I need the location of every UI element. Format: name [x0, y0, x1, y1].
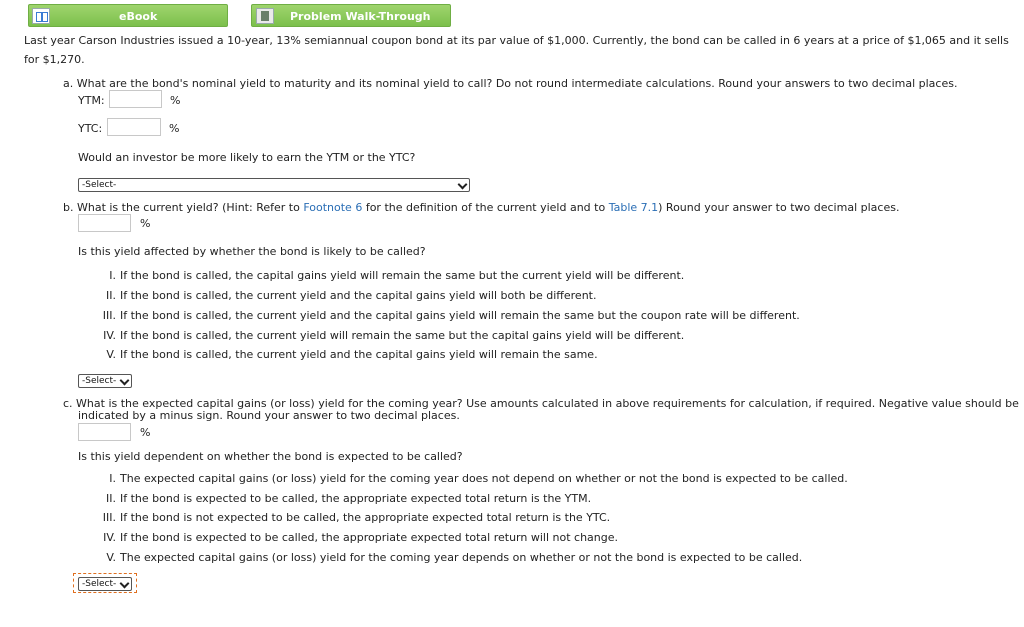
option-number: I. — [109, 472, 116, 485]
option-number: V. — [106, 551, 116, 564]
problem-walkthrough-tab[interactable] — [251, 4, 451, 27]
part-c-question-line1: c. What is the expected capital gains (or loss) yield for the coming year? Use amounts calculated in above requirements for calculation, if required. Negative value should be — [63, 397, 1019, 410]
option-text: If the bond is called, the current yield and the capital gains yield will remain the same but the coupon rate will be different. — [120, 309, 800, 322]
part-b-question — [63, 201, 899, 214]
part_c-option-4 — [80, 531, 618, 544]
option-number: III. — [102, 309, 116, 322]
problem-text-line2: for $1,270. — [24, 53, 85, 66]
problem-text-line1: Last year Carson Industries issued a 10-year, 13% semiannual coupon bond at its par value of $1,000. Currently, the bond can be called in 6 years at a price of $1,065 and it sells — [24, 34, 1009, 47]
current-yield-percent: % — [140, 217, 151, 230]
option-text: If the bond is called, the current yield and the capital gains yield will remain the same. — [120, 348, 598, 361]
part-c-q2: Is this yield dependent on whether the bond is expected to be called? — [78, 450, 463, 463]
chevron-down-icon — [120, 376, 130, 386]
part_b-option-5 — [80, 348, 598, 361]
chevron-down-icon — [458, 180, 468, 190]
part-a-select[interactable] — [78, 178, 470, 192]
ebook-tab[interactable] — [28, 4, 228, 27]
option-number: II. — [106, 289, 116, 302]
part_c-option-1 — [80, 472, 848, 485]
part-b-select[interactable] — [78, 374, 132, 388]
ytm-percent: % — [170, 94, 181, 107]
part_b-option-1 — [80, 269, 684, 282]
option-number: V. — [106, 348, 116, 361]
option-text: The expected capital gains (or loss) yield for the coming year depends on whether or not the bond is expected to be called. — [120, 551, 803, 564]
part_b-option-2 — [80, 289, 597, 302]
option-number: IV. — [103, 329, 116, 342]
part-a-question: a. What are the bond's nominal yield to maturity and its nominal yield to call? Do not round intermediate calculations. Round your answers to two decimal places. — [63, 77, 958, 90]
ytm-input[interactable] — [109, 90, 162, 108]
part_c-option-3 — [80, 511, 610, 524]
footnote-6-link[interactable]: Footnote 6 — [303, 201, 363, 214]
option-text: If the bond is called, the current yield and the capital gains yield will both be different. — [120, 289, 597, 302]
option-text: If the bond is expected to be called, the appropriate expected total return will not change. — [120, 531, 618, 544]
part-b-select-value: -Select- — [82, 376, 117, 386]
capital-gains-input[interactable] — [78, 423, 131, 441]
ytc-percent: % — [169, 122, 180, 135]
part-b-q-mid: for the definition of the current yield and to — [362, 201, 609, 214]
book-icon — [32, 8, 50, 24]
ytc-label: YTC: — [78, 122, 103, 135]
option-number: IV. — [103, 531, 116, 544]
part_b-option-3 — [80, 309, 800, 322]
ebook-label: eBook — [119, 10, 158, 23]
part_c-option-2 — [80, 492, 591, 505]
ytm-label: YTM: — [78, 94, 105, 107]
option-text: If the bond is called, the capital gains yield will remain the same but the current yield will be different. — [120, 269, 685, 282]
film-icon — [256, 8, 274, 24]
table-7-1-link[interactable]: Table 7.1 — [608, 201, 659, 214]
part-c-select-value: -Select- — [82, 579, 117, 589]
walkthrough-label: Problem Walk-Through — [290, 10, 431, 23]
part-a-q2: Would an investor be more likely to earn the YTM or the YTC? — [78, 151, 416, 164]
part-b-q-prefix: b. What is the current yield? (Hint: Refer to — [63, 201, 304, 214]
option-text: If the bond is called, the current yield will remain the same but the capital gains yield will be different. — [120, 329, 685, 342]
current-yield-input[interactable] — [78, 214, 131, 232]
option-text: If the bond is not expected to be called, the appropriate expected total return is the YTC. — [120, 511, 611, 524]
part_b-option-4 — [80, 329, 684, 342]
part-c-select[interactable] — [78, 577, 132, 591]
option-number: III. — [102, 511, 116, 524]
chevron-down-icon — [120, 579, 130, 589]
capital-gains-percent: % — [140, 426, 151, 439]
part-a-select-value: -Select- — [82, 180, 117, 190]
part-b-q-suffix: ) Round your answer to two decimal places. — [658, 201, 900, 214]
part_c-option-5 — [80, 551, 802, 564]
option-number: II. — [106, 492, 116, 505]
part-c-question-line2: indicated by a minus sign. Round your answer to two decimal places. — [78, 409, 460, 422]
ytc-input[interactable] — [107, 118, 161, 136]
option-number: I. — [109, 269, 116, 282]
option-text: If the bond is expected to be called, the appropriate expected total return is the YTM. — [120, 492, 592, 505]
part-b-q2: Is this yield affected by whether the bond is likely to be called? — [78, 245, 426, 258]
option-text: The expected capital gains (or loss) yield for the coming year does not depend on whether or not the bond is expected to be called. — [120, 472, 848, 485]
